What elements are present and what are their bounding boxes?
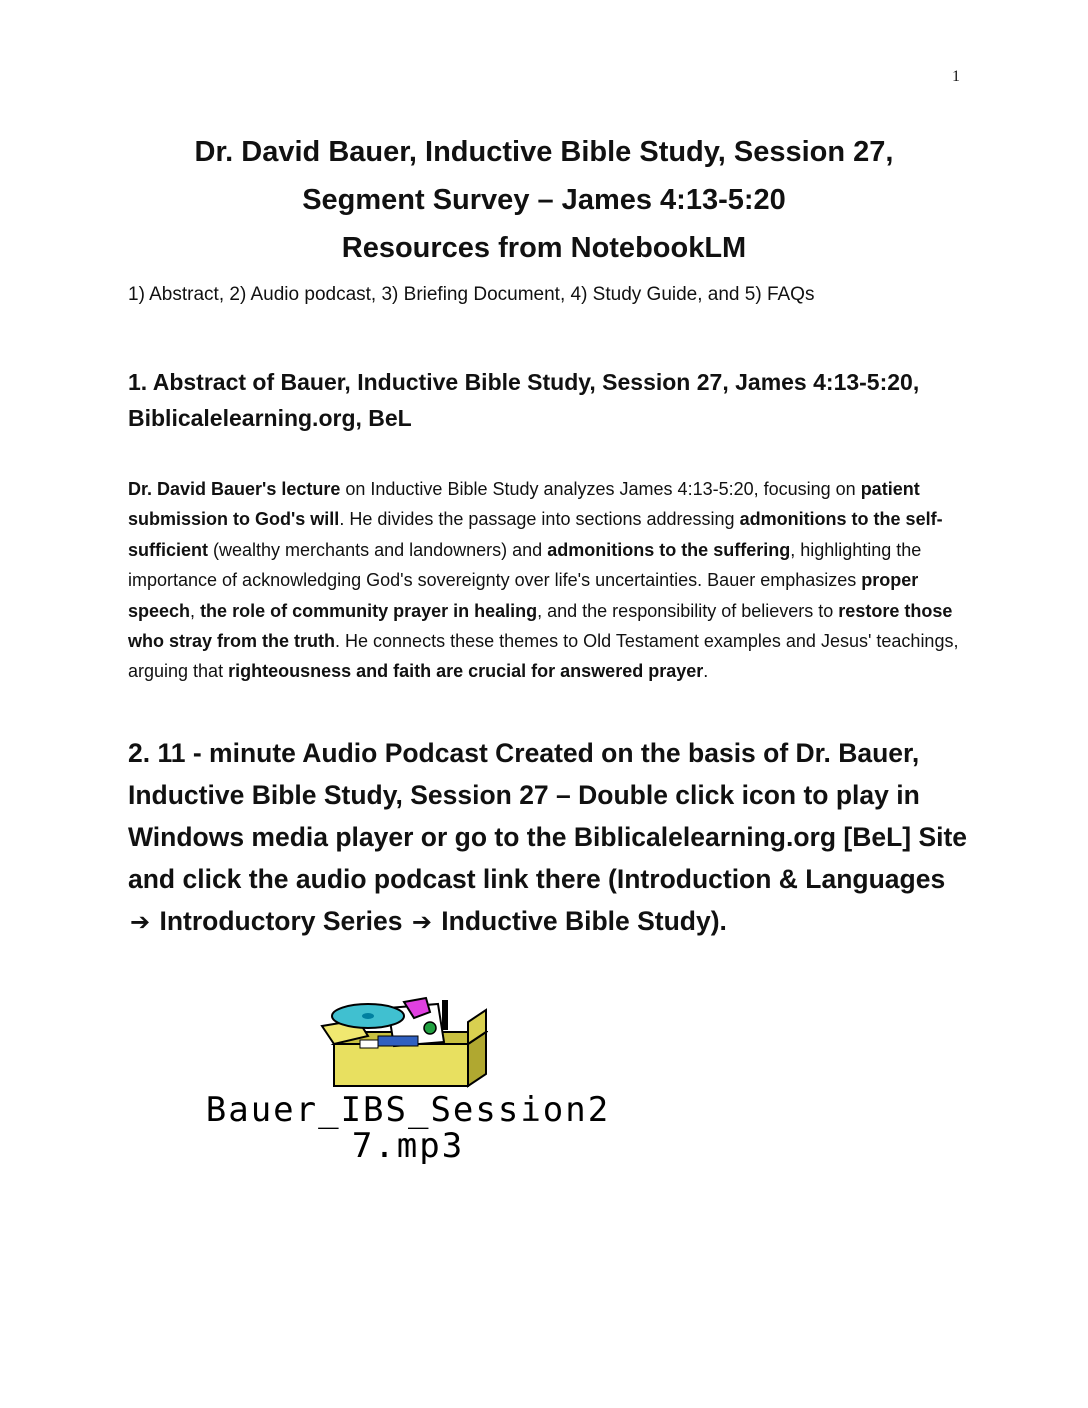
- abstract-bold-5: admonitions to the self-sufficient: [128, 509, 943, 560]
- resources-list: 1) Abstract, 2) Audio podcast, 3) Briefing Document, 4) Study Guide, and 5) FAQs: [128, 284, 815, 305]
- abstract-bold-3: patient submission to God's will: [128, 479, 920, 530]
- arrow-right-icon: ➔: [130, 908, 151, 936]
- abstract-text-6: (wealthy merchants and landowners) and: [208, 539, 548, 560]
- abstract-bold-9: proper speech: [128, 570, 919, 621]
- document-title: [128, 128, 960, 272]
- abstract-text-16: .: [703, 661, 709, 682]
- file-name-line-1: Bauer_IBS_Session2: [205, 1090, 611, 1130]
- abstract-bold-11: the role of community prayer in healing: [200, 600, 538, 621]
- audio-file-name[interactable]: [128, 1092, 688, 1164]
- section-2-text-3: Inductive Bible Study).: [433, 906, 727, 936]
- abstract-text-12: , and the responsibility of believers to: [537, 600, 839, 621]
- abstract-text-4: . He divides the passage into sections addressing: [339, 509, 740, 530]
- section-2-text-2: Introductory Series: [152, 906, 410, 936]
- arrow-right-icon: ➔: [411, 908, 432, 936]
- title-line-2: Segment Survey – James 4:13-5:20: [302, 184, 786, 216]
- abstract-bold-7: admonitions to the suffering: [547, 539, 791, 560]
- page-number: 1: [952, 68, 960, 85]
- abstract-paragraph: [128, 474, 968, 687]
- title-line-1: Dr. David Bauer, Inductive Bible Study, Session 27,: [194, 136, 894, 168]
- section-2-text-1: 2. 11 - minute Audio Podcast Created on the basis of Dr. Bauer, Inductive Bible Study, Session 27 – Double click icon to play in Windows media player or go to the Biblicalelearning.org [BeL] Site and click the audio podcast link there (Introduction & Languages: [128, 738, 968, 894]
- abstract-bold-1: Dr. David Bauer's lecture: [128, 479, 341, 499]
- file-name-line-2: 7.mp3: [351, 1126, 465, 1166]
- media-package-icon[interactable]: [318, 996, 488, 1092]
- section-1-heading: 1. Abstract of Bauer, Inductive Bible Study, Session 27, James 4:13-5:20, Biblicalelearning.org, BeL: [128, 369, 920, 431]
- abstract-text-8: , highlighting the importance of acknowledging God's sovereignty over life's uncertainties. Bauer emphasizes: [128, 539, 922, 591]
- title-line-3: Resources from NotebookLM: [341, 232, 747, 264]
- audio-file-attachment[interactable]: [128, 996, 688, 1176]
- section-2-heading: [128, 732, 968, 943]
- abstract-text-10: ,: [190, 600, 201, 621]
- abstract-text-14: . He connects these themes to Old Testament examples and Jesus' teachings, arguing that: [128, 631, 959, 682]
- abstract-bold-15: righteousness and faith are crucial for answered prayer: [228, 661, 704, 682]
- abstract-bold-13: restore those who stray from the truth: [128, 600, 953, 652]
- abstract-text-2: on Inductive Bible Study analyzes James 4:13-5:20, focusing on: [340, 479, 861, 499]
